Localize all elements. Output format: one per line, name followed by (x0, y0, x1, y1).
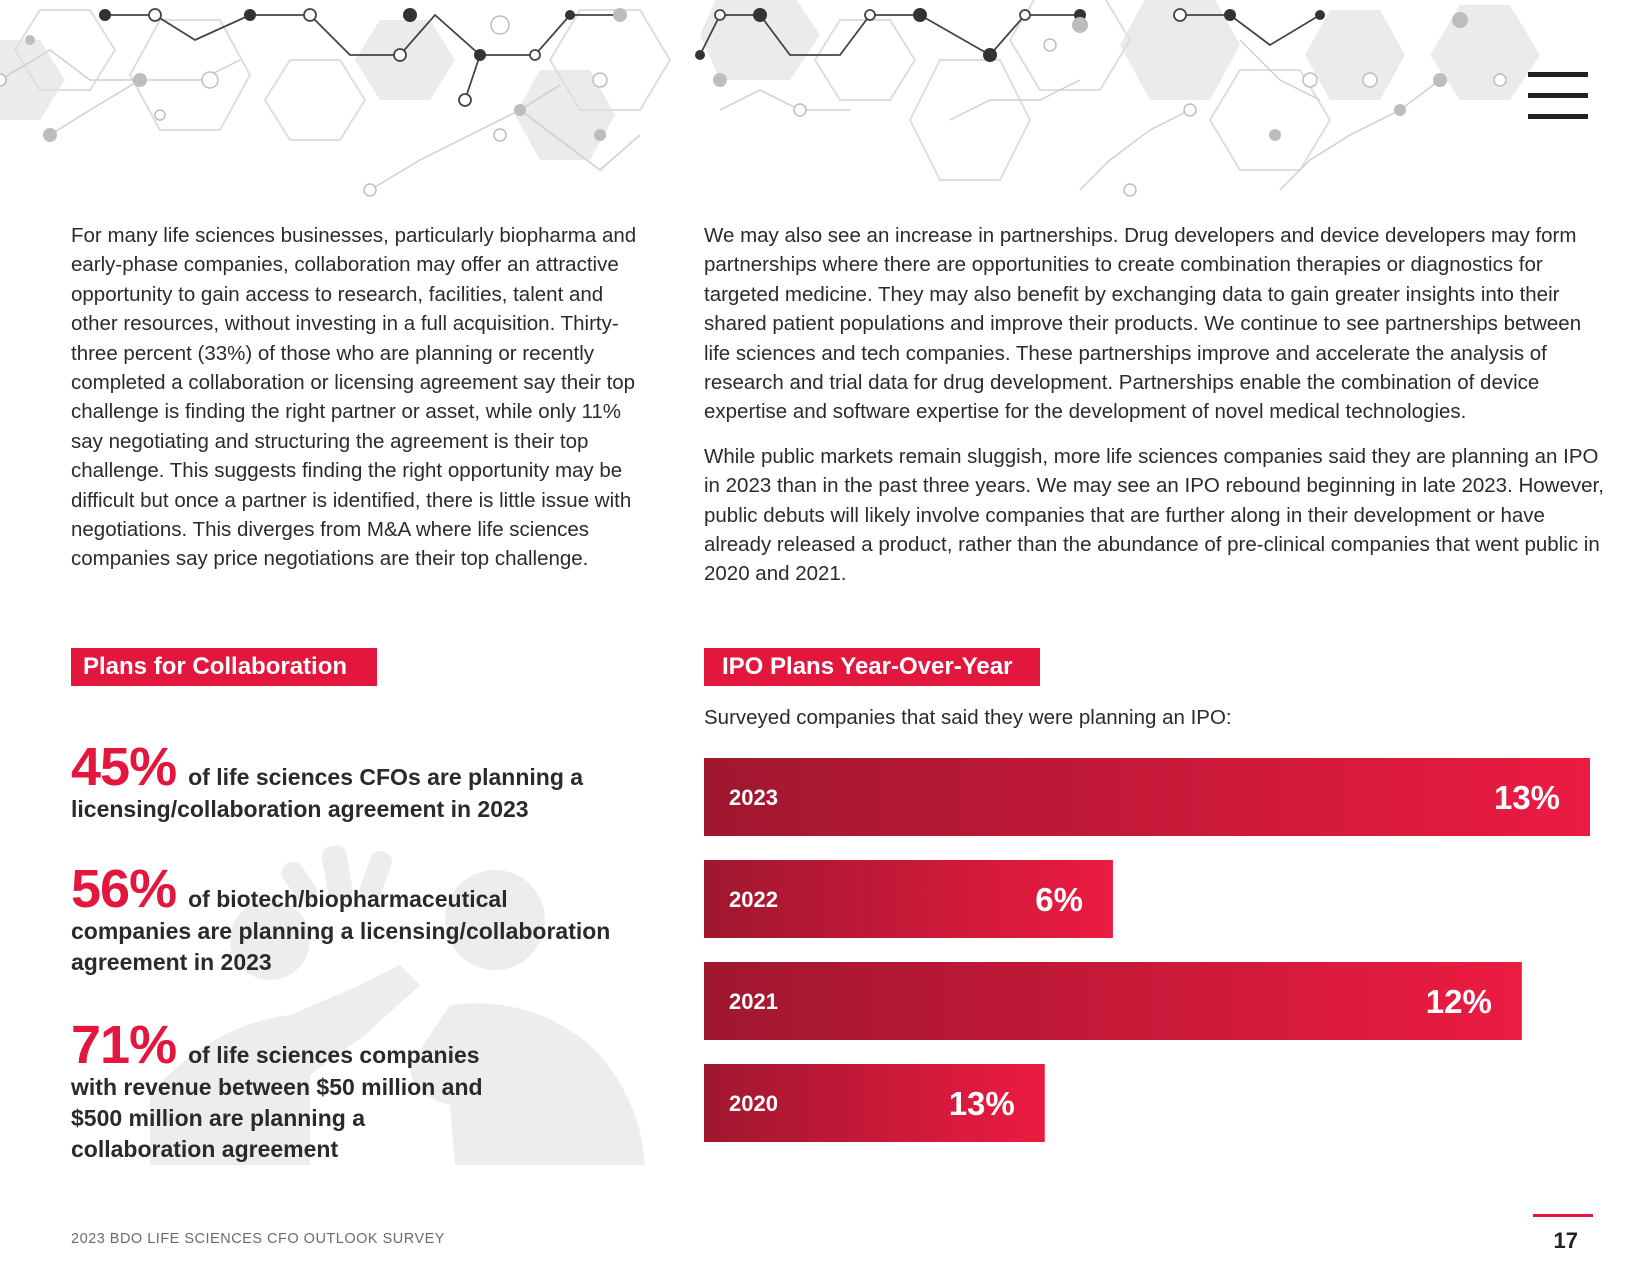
stat-3 (71, 1015, 511, 1165)
footer-survey-title: 2023 BDO LIFE SCIENCES CFO OUTLOOK SURVEY (71, 1231, 445, 1247)
ipo-bar-category-label: 2021 (729, 989, 778, 1014)
ipo-bar-2021 (704, 962, 1522, 1040)
page-number: 17 (1553, 1228, 1578, 1253)
left-column (71, 221, 651, 589)
stat-1-value: 45% (71, 737, 177, 797)
stat-3-value: 71% (71, 1015, 177, 1075)
right-paragraph-2: While public markets remain sluggish, more life sciences companies said they are planning an IPO in 2023 than in the past three years. We may see an IPO rebound beginning in late 2023. However, public debuts will likely involve companies that are further along in their development or have already released a product, rather than the abundance of pre-clinical companies that went public in 2020 and 2021. (704, 444, 1604, 586)
menu-icon[interactable] (1528, 72, 1588, 120)
molecular-banner (0, 0, 1650, 200)
ipo-bar-category-label: 2020 (729, 1091, 778, 1116)
stat-1 (71, 737, 631, 825)
ipo-bar-value-label: 6% (1035, 881, 1083, 918)
left-paragraph: For many life sciences businesses, particularly biopharma and early-phase companies, collaboration may offer an attractive opportunity to gain access to research, facilities, talent and other resources, without investing in a full acquisition. Thirty-three percent (33%) of those who are planning or recently completed a collaboration or licensing agreement say their top challenge is finding the right partner or asset, while only 11% say negotiating and structuring the agreement is their top challenge. This suggests finding the right opportunity may be difficult but once a partner is identified, there is little issue with negotiations. This diverges from M&A where life sciences companies say price negotiations are their top challenge. (71, 224, 637, 571)
ipo-bar-value-label: 12% (1425, 983, 1492, 1020)
ipo-bar-value-label: 13% (1493, 779, 1560, 816)
stat-1-text: of life sciences CFOs are planning a licensing/collaboration agreement in 2023 (71, 764, 584, 822)
stat-2 (71, 859, 631, 978)
ipo-chart-subtitle: Surveyed companies that said they were planning an IPO: (704, 706, 1232, 729)
ipo-bar-2023 (704, 758, 1590, 836)
right-paragraph-1: We may also see an increase in partnerships. Drug developers and device developers may form partnerships where there are opportunities to create combination therapies or diagnostics for targeted medicine. They may also benefit by exchanging data to gain greater insights into their shared patient populations and improve their products. We continue to see partnerships between life sciences and tech companies. These partnerships improve and accelerate the analysis of research and trial data for drug development. Partnerships enable the combination of device expertise and software expertise for the development of novel medical technologies. (704, 224, 1582, 424)
ipo-bar-chart (704, 758, 1594, 1164)
page-number-rule (1533, 1214, 1593, 1217)
ipo-bar-category-label: 2023 (729, 785, 778, 810)
right-column (704, 221, 1604, 604)
stat-2-text: of biotech/biopharmaceutical companies are planning a licensing/collaboration agreement in 2023 (71, 886, 611, 975)
ipo-section-title: IPO Plans Year-Over-Year (704, 648, 1040, 686)
ipo-bar-value-label: 13% (948, 1085, 1015, 1122)
ipo-bar-category-label: 2022 (729, 887, 778, 912)
stat-3-text: of life sciences companies with revenue between $50 million and $500 million are planning a collaboration agreement (71, 1042, 483, 1162)
stat-2-value: 56% (71, 859, 177, 919)
collaboration-section-title: Plans for Collaboration (71, 648, 377, 686)
